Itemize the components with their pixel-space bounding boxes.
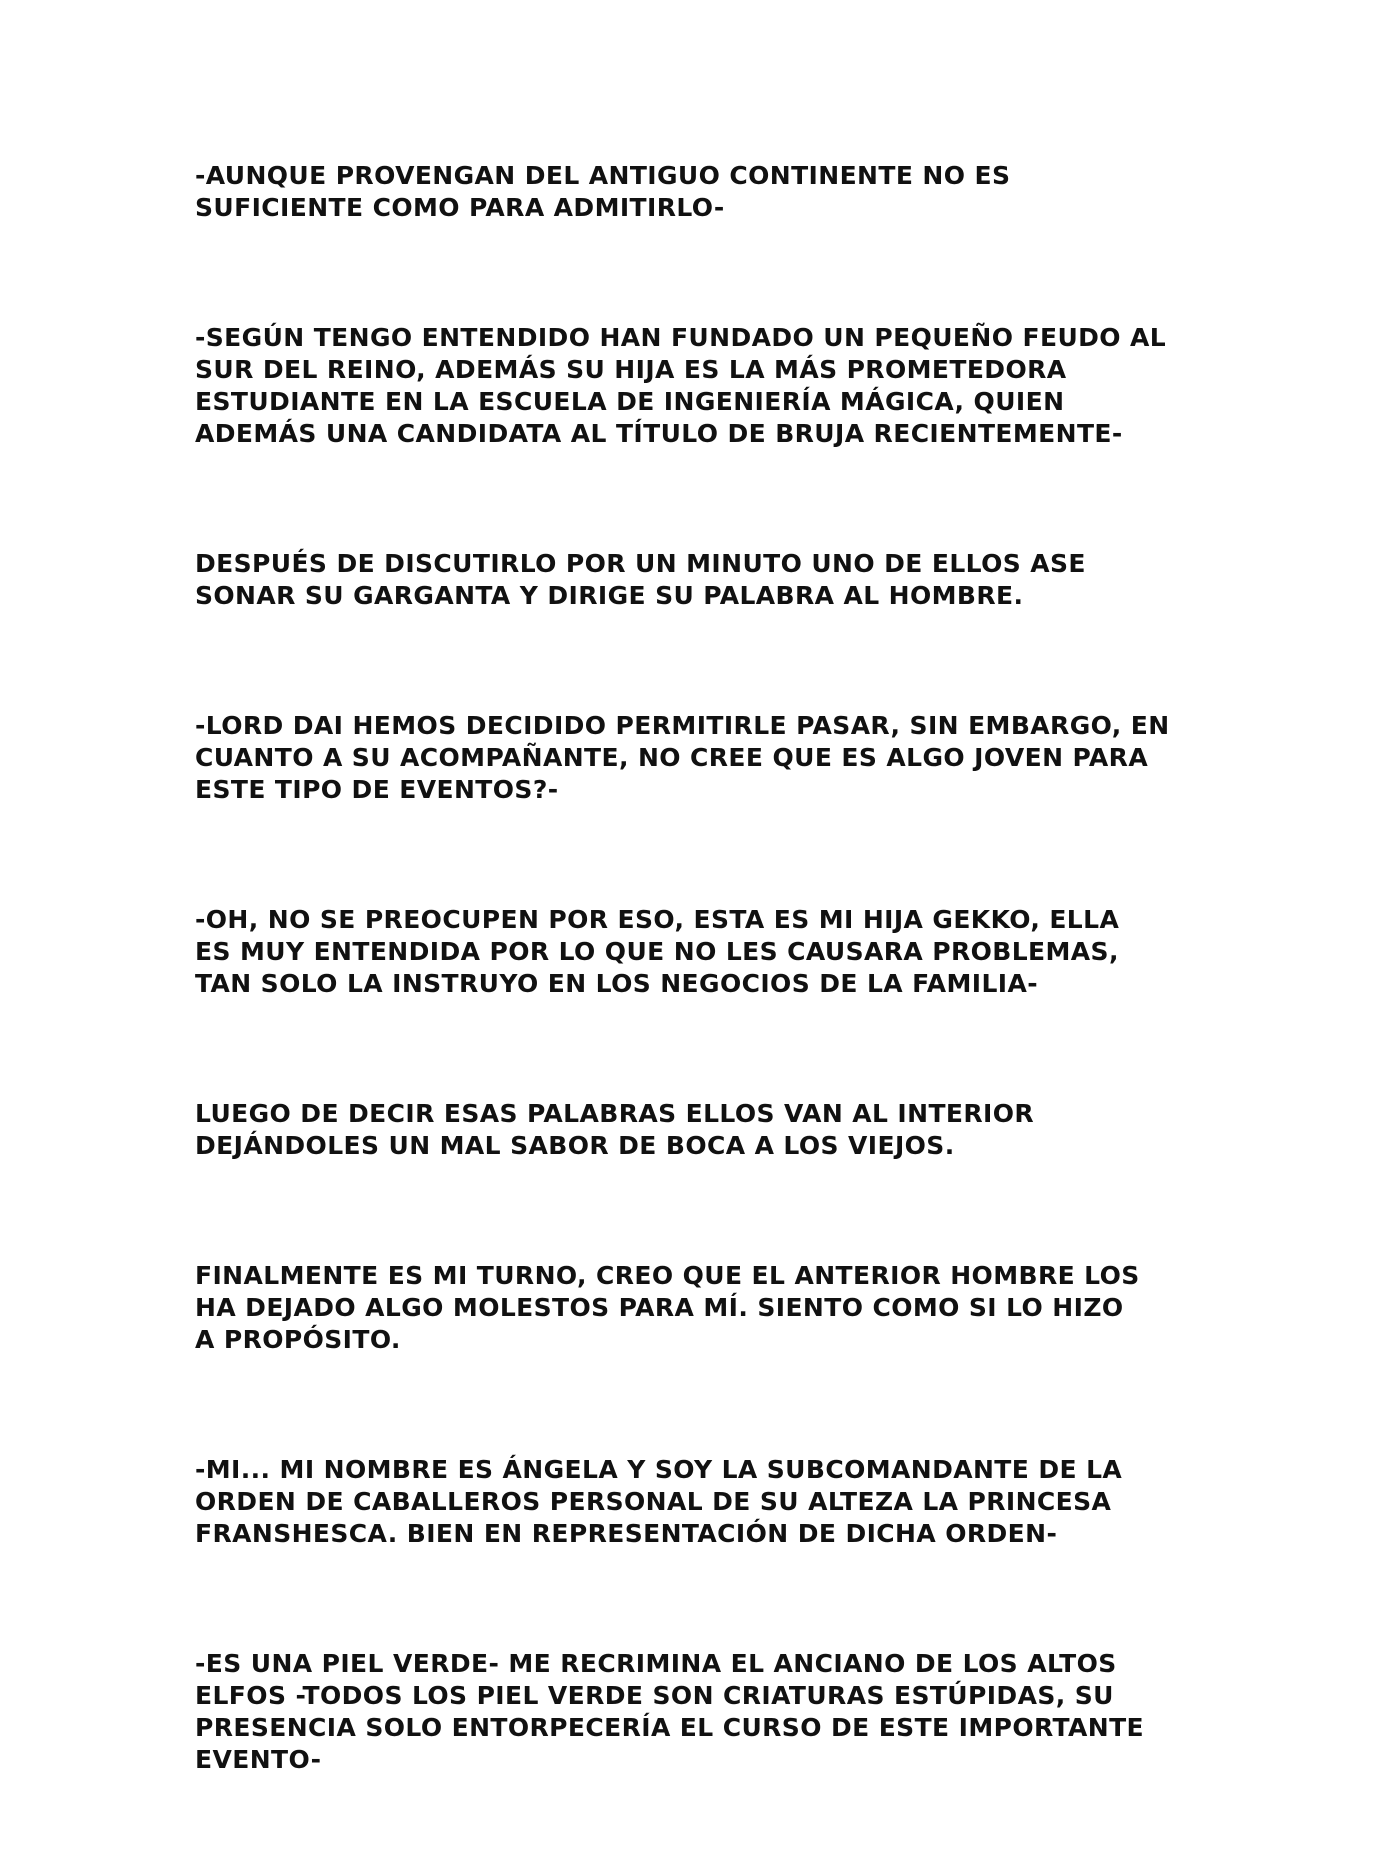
text-line: -AUNQUE PROVENGAN DEL ANTIGUO CONTINENTE NO ES xyxy=(195,161,1011,190)
text-line: DEJÁNDOLES UN MAL SABOR DE BOCA A LOS VIEJOS. xyxy=(195,1131,955,1160)
text-line: DESPUÉS DE DISCUTIRLO POR UN MINUTO UNO DE ELLOS ASE xyxy=(195,549,1086,578)
text-line: A PROPÓSITO. xyxy=(195,1325,401,1354)
text-line: -LORD DAI HEMOS DECIDIDO PERMITIRLE PASAR, SIN EMBARGO, EN xyxy=(195,711,1170,740)
text-line: FRANSHESCA. BIEN EN REPRESENTACIÓN DE DICHA ORDEN- xyxy=(195,1519,1058,1548)
text-line: LUEGO DE DECIR ESAS PALABRAS ELLOS VAN AL INTERIOR xyxy=(195,1099,1035,1128)
text-line: SONAR SU GARGANTA Y DIRIGE SU PALABRA AL HOMBRE. xyxy=(195,581,1024,610)
paragraph-3 xyxy=(195,548,1215,612)
text-line: PRESENCIA SOLO ENTORPECERÍA EL CURSO DE ESTE IMPORTANTE xyxy=(195,1713,1145,1742)
paragraph-9 xyxy=(195,1648,1215,1776)
text-line: ORDEN DE CABALLEROS PERSONAL DE SU ALTEZA LA PRINCESA xyxy=(195,1487,1112,1516)
text-line: SUFICIENTE COMO PARA ADMITIRLO- xyxy=(195,193,725,222)
text-line: -ES UNA PIEL VERDE- ME RECRIMINA EL ANCIANO DE LOS ALTOS xyxy=(195,1649,1117,1678)
text-line: HA DEJADO ALGO MOLESTOS PARA MÍ. SIENTO COMO SI LO HIZO xyxy=(195,1293,1124,1322)
text-line: ESTUDIANTE EN LA ESCUELA DE INGENIERÍA MÁGICA, QUIEN xyxy=(195,387,1065,416)
text-line: -OH, NO SE PREOCUPEN POR ESO, ESTA ES MI HIJA GEKKO, ELLA xyxy=(195,905,1120,934)
paragraph-2 xyxy=(195,322,1215,450)
text-line: FINALMENTE ES MI TURNO, CREO QUE EL ANTERIOR HOMBRE LOS xyxy=(195,1261,1140,1290)
text-line: ADEMÁS UNA CANDIDATA AL TÍTULO DE BRUJA RECIENTEMENTE- xyxy=(195,419,1123,448)
paragraph-4 xyxy=(195,710,1215,806)
text-line: SUR DEL REINO, ADEMÁS SU HIJA ES LA MÁS PROMETEDORA xyxy=(195,355,1067,384)
story-text xyxy=(195,160,1215,1874)
text-line: ELFOS -TODOS LOS PIEL VERDE SON CRIATURAS ESTÚPIDAS, SU xyxy=(195,1681,1114,1710)
paragraph-1 xyxy=(195,160,1215,224)
text-line: -SEGÚN TENGO ENTENDIDO HAN FUNDADO UN PEQUEÑO FEUDO AL xyxy=(195,323,1167,352)
paragraph-6 xyxy=(195,1098,1215,1162)
text-line: EVENTO- xyxy=(195,1745,322,1774)
text-line: TAN SOLO LA INSTRUYO EN LOS NEGOCIOS DE LA FAMILIA- xyxy=(195,969,1039,998)
paragraph-8 xyxy=(195,1454,1215,1550)
text-line: -MI... MI NOMBRE ES ÁNGELA Y SOY LA SUBCOMANDANTE DE LA xyxy=(195,1455,1123,1484)
paragraph-7 xyxy=(195,1260,1215,1356)
text-line: ES MUY ENTENDIDA POR LO QUE NO LES CAUSARA PROBLEMAS, xyxy=(195,937,1119,966)
paragraph-5 xyxy=(195,904,1215,1000)
text-line: ESTE TIPO DE EVENTOS?- xyxy=(195,775,559,804)
text-line: CUANTO A SU ACOMPAÑANTE, NO CREE QUE ES ALGO JOVEN PARA xyxy=(195,743,1149,772)
